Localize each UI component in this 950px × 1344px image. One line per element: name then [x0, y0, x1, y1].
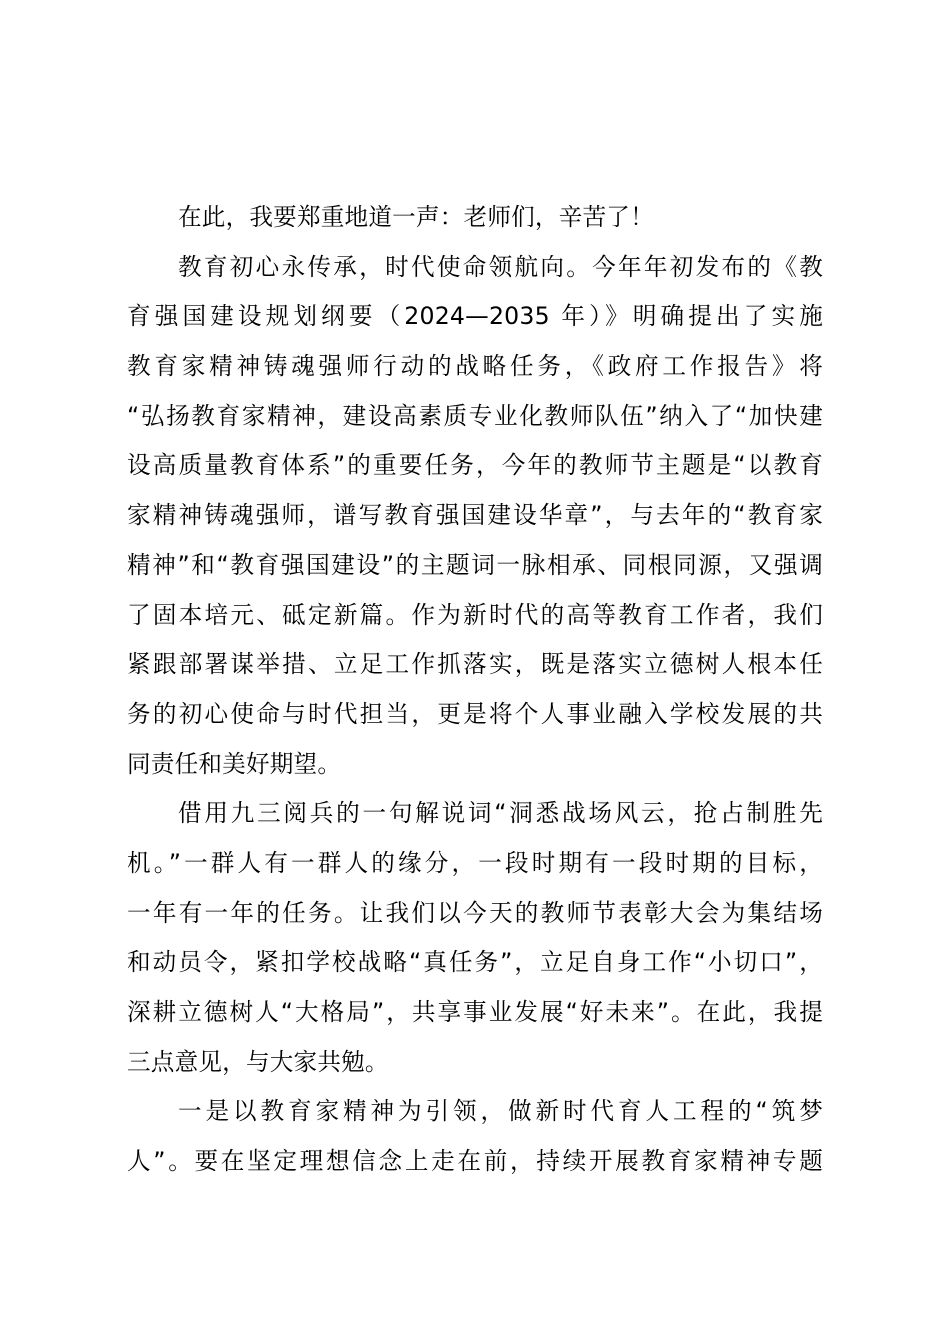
- paragraph-4-line-2: 人”。要在坚定理想信念上走在前，持续开展教育家精神专题: [127, 1147, 823, 1176]
- paragraph-2-line-11: 同责任和美好期望。: [127, 749, 342, 778]
- paragraph-4-line-1: 一是以教育家精神为引领，做新时代育人工程的“筑梦: [178, 1097, 823, 1126]
- paragraph-3-line-6: 三点意见，与大家共勉。: [127, 1047, 389, 1076]
- paragraph-3-line-3: 一年有一年的任务。让我们以今天的教师节表彰大会为集结场: [127, 898, 823, 927]
- paragraph-2-line-2: 育强国建设规划纲要（2024—2035 年）》明确提出了实施: [127, 302, 823, 331]
- paragraph-2-line-8: 了固本培元、砥定新篇。作为新时代的高等教育工作者，我们: [127, 600, 823, 629]
- paragraph-2-line-4: “弘扬教育家精神，建设高素质专业化教师队伍”纳入了“加快建: [127, 401, 823, 430]
- paragraph-2-line-3: 教育家精神铸魂强师行动的战略任务，《政府工作报告》将: [127, 352, 823, 381]
- paragraph-2-line-10: 务的初心使命与时代担当，更是将个人事业融入学校发展的共: [127, 699, 823, 728]
- paragraph-3-line-1: 借用九三阅兵的一句解说词“洞悉战场风云，抢占制胜先: [178, 799, 823, 828]
- paragraph-2-line-6: 家精神铸魂强师，谱写教育强国建设华章”，与去年的“教育家: [127, 501, 823, 530]
- paragraph-2-line-5: 设高质量教育体系”的重要任务，今年的教师节主题是“以教育: [127, 451, 823, 480]
- document-page: [127, 193, 823, 1187]
- paragraph-2-line-9: 紧跟部署谋举措、立足工作抓落实，既是落实立德树人根本任: [127, 650, 823, 679]
- paragraph-3-line-5: 深耕立德树人“大格局”，共享事业发展“好未来”。在此，我提: [127, 998, 823, 1026]
- paragraph-2-line-7: 精神”和“教育强国建设”的主题词一脉相承、同根同源，又强调: [127, 550, 823, 579]
- paragraph-3-line-2: 机。”一群人有一群人的缘分，一段时期有一段时期的目标，: [127, 848, 823, 877]
- paragraph-1-line-1: 在此，我要郑重地道一声：老师们，辛苦了！: [178, 203, 654, 231]
- paragraph-3-line-4: 和动员令，紧扣学校战略“真任务”，立足自身工作“小切口”，: [127, 948, 823, 977]
- paragraph-2-line-1: 教育初心永传承，时代使命领航向。今年年初发布的《教: [178, 252, 823, 281]
